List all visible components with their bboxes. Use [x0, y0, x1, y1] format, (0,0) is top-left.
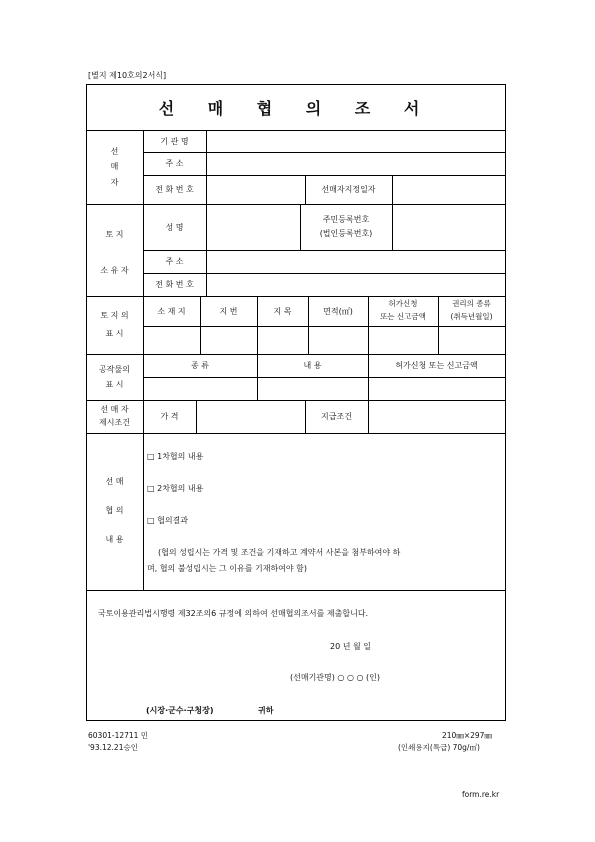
owner-name-label: 성 명 — [165, 222, 184, 232]
designation-date-label: 선매자지정일자 — [321, 185, 376, 194]
consult-section-label: 선 매 협 의 내 용 — [105, 477, 124, 544]
structure-content-header: 내 용 — [303, 361, 322, 370]
seller-phone-label: 전 화 번 호 — [155, 185, 194, 194]
paper-size: 210㎜×297㎜ — [442, 731, 492, 740]
consult-note-line-1: (협의 성립시는 가격 및 조건을 기재하고 계약서 사본을 첨부하여야 하 — [158, 548, 401, 557]
consult-item-first: □ 1차협의 내용 — [147, 452, 204, 461]
land-lot-header: 지 번 — [219, 306, 238, 316]
land-area-header: 면적(㎡) — [323, 306, 353, 316]
land-category-header: 지 목 — [273, 306, 292, 316]
owner-section-label-1: 토 지 — [105, 229, 124, 239]
structure-section-label: 공작물의 표 시 — [99, 364, 130, 389]
submission-statement: 국토이용관리법시행령 제32조의6 규정에 의하여 선매협의조서를 제출합니다. — [98, 609, 369, 618]
structure-type-header: 종 류 — [191, 361, 209, 370]
site-watermark: form.re.kr — [462, 790, 500, 799]
consult-note-line-2: 며, 협의 불성립시는 그 이유를 기재하여야 함) — [147, 564, 308, 573]
payment-terms-label: 지급조건 — [321, 412, 352, 421]
form-code: 60301-12711 민 — [88, 731, 149, 740]
seller-address-label: 주 소 — [165, 159, 184, 168]
terms-section-label: 선 매 자 제시조건 — [99, 404, 130, 427]
land-section-label: 토 지 의 표 시 — [100, 311, 129, 338]
owner-address-label: 주 소 — [165, 257, 184, 266]
land-location-header: 소 재 지 — [157, 306, 186, 316]
seller-section-label: 선 매 자 — [110, 147, 119, 187]
agency-label: 기 관 명 — [160, 136, 189, 146]
consult-item-result: □ 협의결과 — [147, 516, 189, 525]
land-price-header: 허가신청 또는 신고금액 — [380, 299, 426, 321]
owner-phone-label: 전 화 번 호 — [155, 280, 194, 289]
approval-date: '93.12.21승인 — [88, 743, 138, 752]
consult-item-second: □ 2차협의 내용 — [147, 484, 204, 493]
land-rights-header: 권리의 종류 (취득년월일) — [450, 299, 493, 321]
structure-price-header: 허가신청 또는 신고금액 — [395, 361, 478, 370]
submitting-agency: (선매기관명) ○ ○ ○ (인) — [290, 673, 380, 682]
form-reference: [별지 제10호의2서식] — [88, 71, 167, 80]
page-title: 선 매 협 의 조 서 — [158, 98, 434, 118]
owner-section-label-2: 소 유 자 — [100, 265, 129, 275]
recipient-title: (시장·군수·구청장) — [146, 706, 214, 715]
owner-id-label: 주민등록번호 (법인등록번호) — [319, 214, 373, 238]
recipient-honorific: 귀하 — [258, 706, 274, 715]
price-label: 가 격 — [160, 412, 179, 421]
submission-date: 20 년 월 일 — [330, 642, 371, 651]
paper-spec: (인쇄용지(특급) 70g/㎡) — [398, 743, 480, 752]
